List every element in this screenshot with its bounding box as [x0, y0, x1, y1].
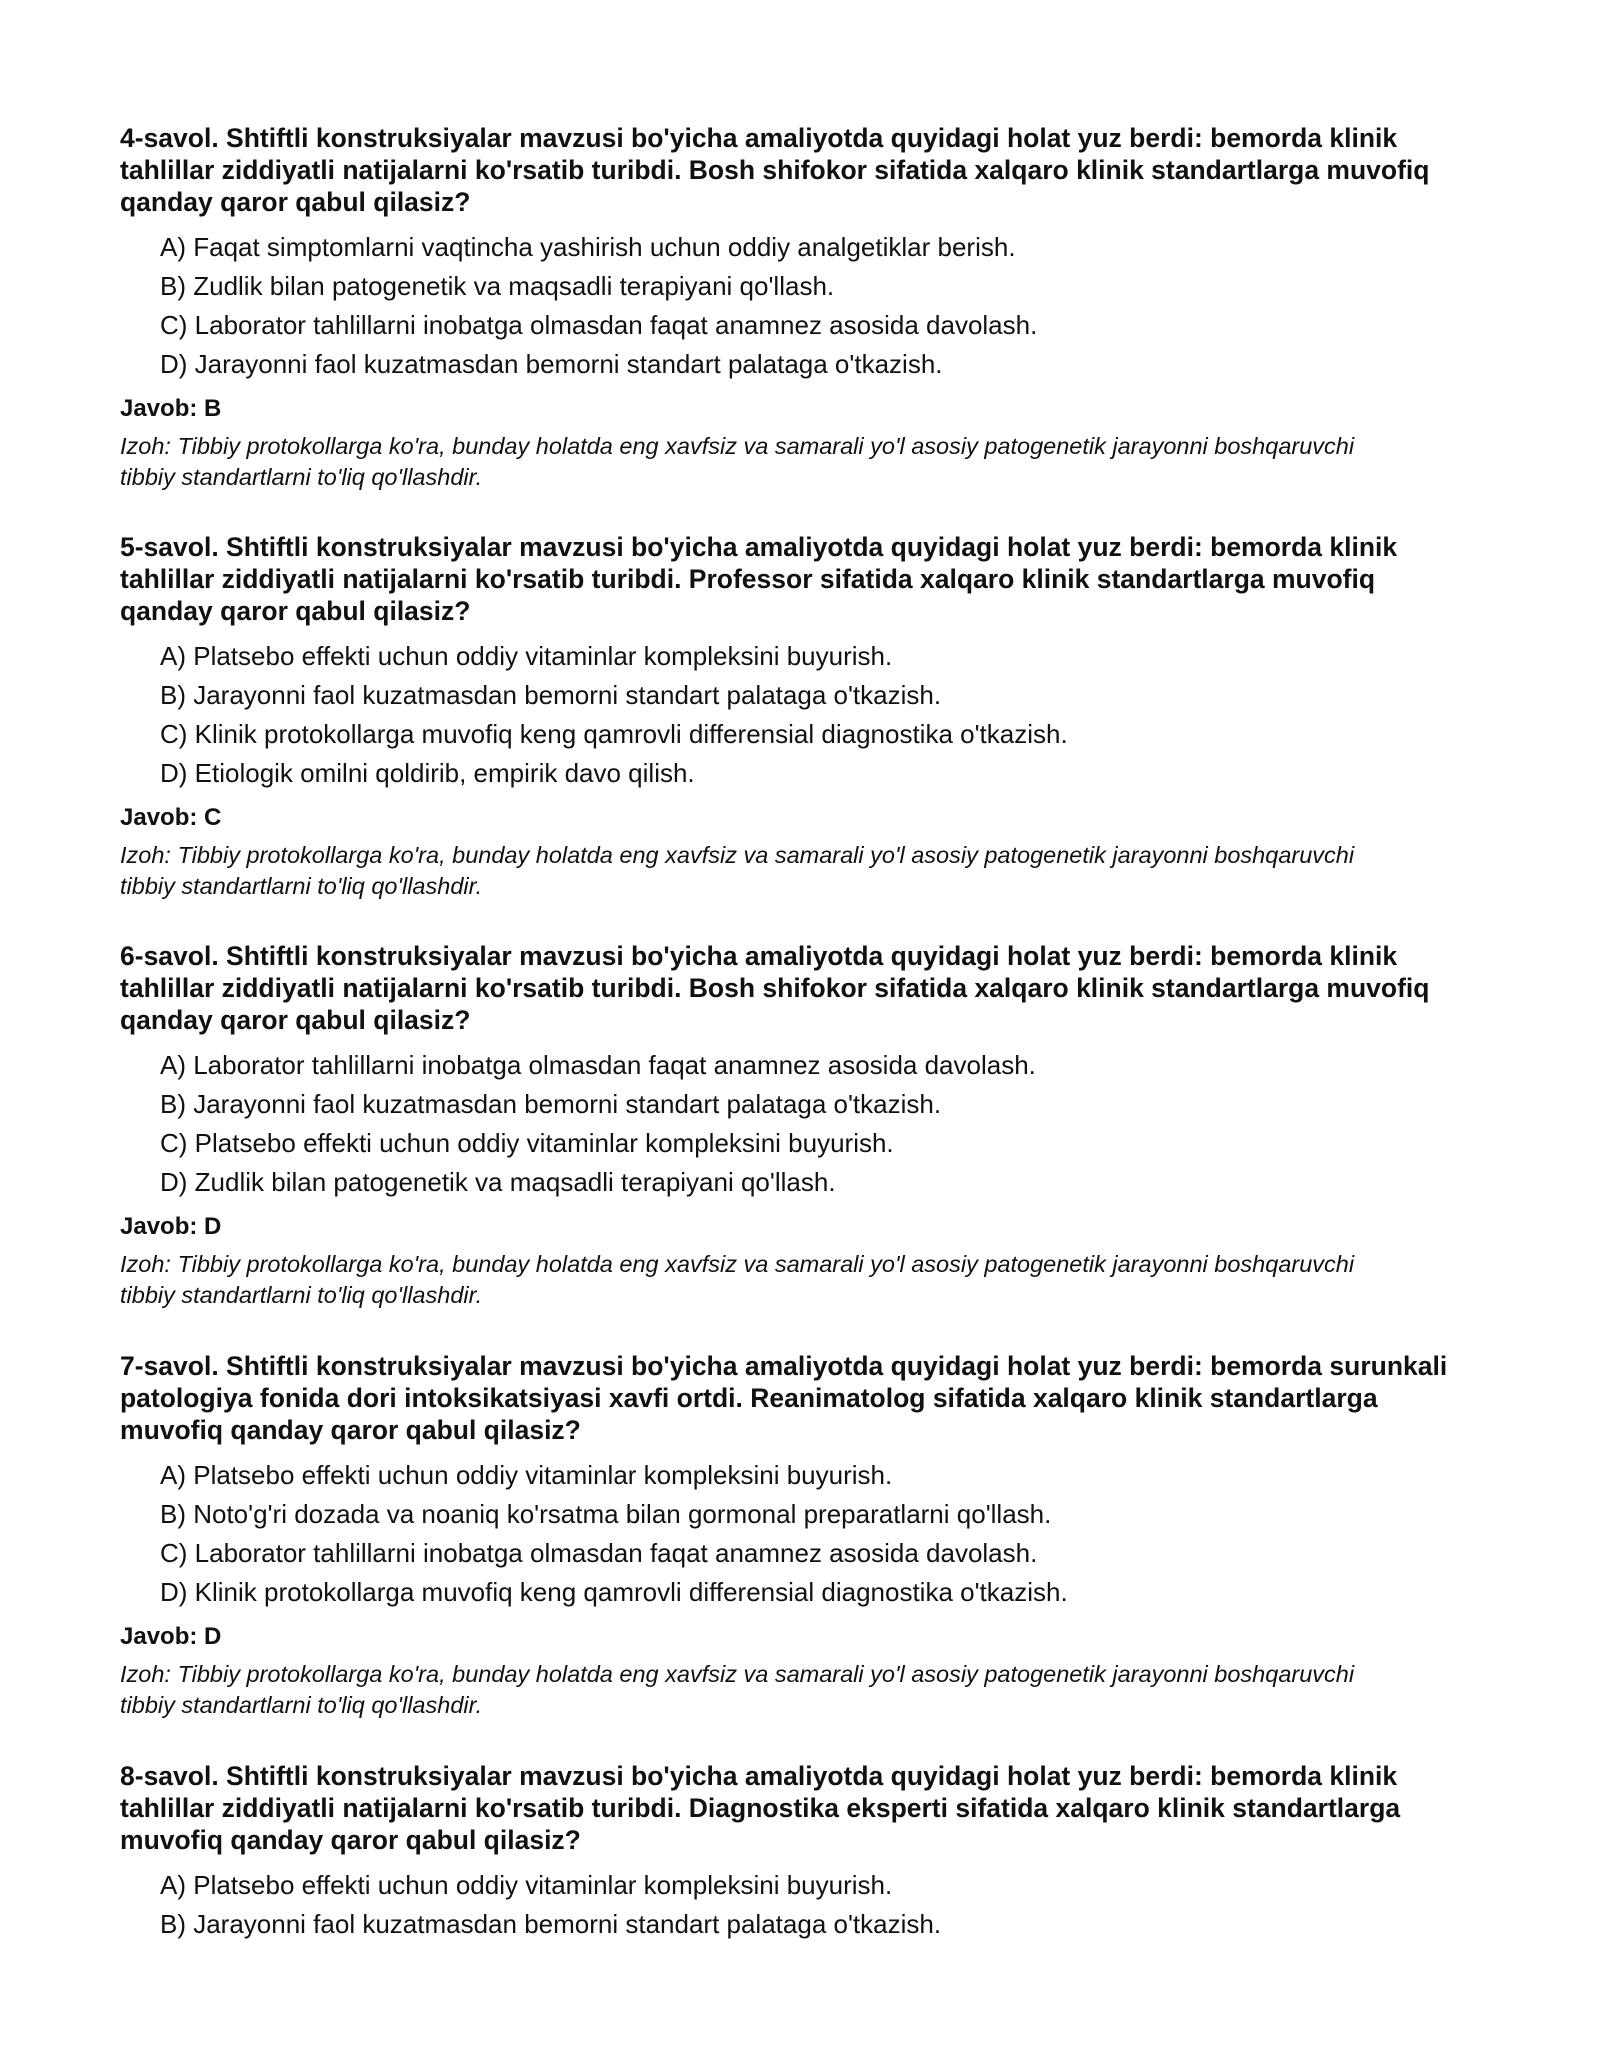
question-block: [120, 1760, 1460, 1944]
option-a: A) Platsebo effekti uchun oddiy vitaminlar kompleksini buyurish.: [160, 641, 893, 671]
explanation-note: Izoh: Tibbiy protokollarga ko'ra, bunday holatda eng xavfsiz va samarali yo'l asosiy patogenetik jarayonni boshqaruvchi tibbiy standartlarni to'liq qo'llashdir.: [120, 842, 1355, 899]
answer-label: Javob: D: [120, 1623, 222, 1650]
question-block: [120, 122, 1460, 493]
question-block: [120, 1350, 1460, 1721]
option-d: D) Etiologik omilni qoldirib, empirik davo qilish.: [160, 758, 695, 788]
option-b: B) Jarayonni faol kuzatmasdan bemorni standart palataga o'tkazish.: [160, 1909, 942, 1939]
answer-label: Javob: B: [120, 395, 222, 422]
option-c: C) Laborator tahlillarni inobatga olmasdan faqat anamnez asosida davolash.: [160, 310, 1038, 340]
question-block: [120, 940, 1460, 1311]
explanation-note: Izoh: Tibbiy protokollarga ko'ra, bunday holatda eng xavfsiz va samarali yo'l asosiy patogenetik jarayonni boshqaruvchi tibbiy standartlarni to'liq qo'llashdir.: [120, 433, 1355, 490]
question-title: 8-savol. Shtiftli konstruksiyalar mavzusi bo'yicha amaliyotda quyidagi holat yuz berdi: bemorda klinik tahlillar ziddiyatli natijalarni ko'rsatib turibdi. Diagnostika eksperti sifatida xalqaro klinik standartlarga muvofiq qanday qaror qabul qilasiz?: [120, 1761, 1401, 1855]
option-a: A) Platsebo effekti uchun oddiy vitaminlar kompleksini buyurish.: [160, 1460, 893, 1490]
explanation-note: Izoh: Tibbiy protokollarga ko'ra, bunday holatda eng xavfsiz va samarali yo'l asosiy patogenetik jarayonni boshqaruvchi tibbiy standartlarni to'liq qo'llashdir.: [120, 1251, 1355, 1308]
option-list: [120, 1866, 1460, 1944]
option-d: D) Jarayonni faol kuzatmasdan bemorni standart palataga o'tkazish.: [160, 349, 943, 379]
question-block: [120, 531, 1460, 902]
option-a: A) Laborator tahlillarni inobatga olmasdan faqat anamnez asosida davolash.: [160, 1050, 1036, 1080]
answer-label: Javob: C: [120, 804, 222, 831]
option-list: [120, 1046, 1460, 1202]
explanation-note: Izoh: Tibbiy protokollarga ko'ra, bunday holatda eng xavfsiz va samarali yo'l asosiy patogenetik jarayonni boshqaruvchi tibbiy standartlarni to'liq qo'llashdir.: [120, 1661, 1355, 1718]
question-title: 5-savol. Shtiftli konstruksiyalar mavzusi bo'yicha amaliyotda quyidagi holat yuz berdi: bemorda klinik tahlillar ziddiyatli natijalarni ko'rsatib turibdi. Professor sifatida xalqaro klinik standartlarga muvofiq qanday qaror qabul qilasiz?: [120, 532, 1398, 626]
option-c: C) Laborator tahlillarni inobatga olmasdan faqat anamnez asosida davolash.: [160, 1538, 1038, 1568]
option-list: [120, 1456, 1460, 1612]
option-c: C) Platsebo effekti uchun oddiy vitaminlar kompleksini buyurish.: [160, 1128, 894, 1158]
option-d: D) Klinik protokollarga muvofiq keng qamrovli differensial diagnostika o'tkazish.: [160, 1577, 1068, 1607]
option-a: A) Platsebo effekti uchun oddiy vitaminlar kompleksini buyurish.: [160, 1870, 893, 1900]
option-b: B) Jarayonni faol kuzatmasdan bemorni standart palataga o'tkazish.: [160, 680, 942, 710]
option-b: B) Jarayonni faol kuzatmasdan bemorni standart palataga o'tkazish.: [160, 1089, 942, 1119]
option-list: [120, 637, 1460, 793]
option-b: B) Noto'g'ri dozada va noaniq ko'rsatma bilan gormonal preparatlarni qo'llash.: [160, 1499, 1052, 1529]
option-d: D) Zudlik bilan patogenetik va maqsadli terapiyani qo'llash.: [160, 1167, 836, 1197]
option-a: A) Faqat simptomlarni vaqtincha yashirish uchun oddiy analgetiklar berish.: [160, 232, 1016, 262]
option-c: C) Klinik protokollarga muvofiq keng qamrovli differensial diagnostika o'tkazish.: [160, 719, 1068, 749]
answer-label: Javob: D: [120, 1213, 222, 1240]
question-title: 7-savol. Shtiftli konstruksiyalar mavzusi bo'yicha amaliyotda quyidagi holat yuz berdi: bemorda surunkali patologiya fonida dori intoksikatsiyasi xavfi ortdi. Reanimatolog sifatida xalqaro klinik standartlarga muvofiq qanday qaror qabul qilasiz?: [120, 1351, 1448, 1445]
option-b: B) Zudlik bilan patogenetik va maqsadli terapiyani qo'llash.: [160, 271, 835, 301]
option-list: [120, 228, 1460, 384]
question-title: 6-savol. Shtiftli konstruksiyalar mavzusi bo'yicha amaliyotda quyidagi holat yuz berdi: bemorda klinik tahlillar ziddiyatli natijalarni ko'rsatib turibdi. Bosh shifokor sifatida xalqaro klinik standartlarga muvofiq qanday qaror qabul qilasiz?: [120, 941, 1430, 1035]
question-title: 4-savol. Shtiftli konstruksiyalar mavzusi bo'yicha amaliyotda quyidagi holat yuz berdi: bemorda klinik tahlillar ziddiyatli natijalarni ko'rsatib turibdi. Bosh shifokor sifatida xalqaro klinik standartlarga muvofiq qanday qaror qabul qilasiz?: [120, 123, 1430, 217]
